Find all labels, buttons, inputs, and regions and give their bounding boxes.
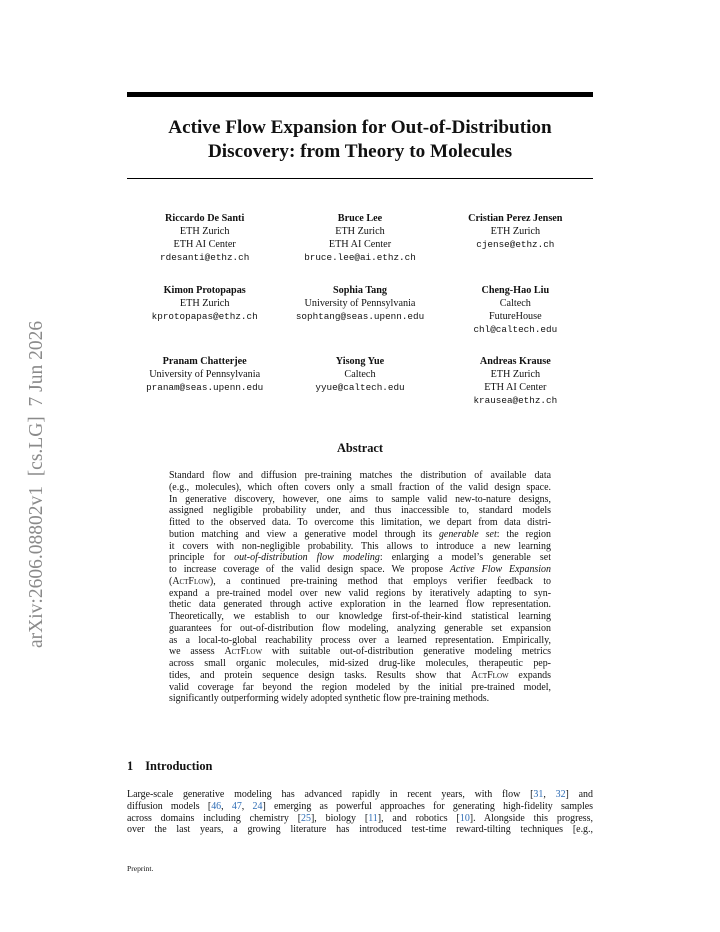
arxiv-identifier: arXiv:2606.08802v1 [cs.LG] 7 Jun 2026 [26, 320, 47, 648]
abstract-line: In generative discovery, however, one aims to sample valid new-to-nature designs, [169, 493, 551, 505]
author-affiliation: ETH AI Center [484, 382, 547, 393]
author-affiliation: ETH Zurich [179, 298, 230, 309]
author-email: pranam@seas.upenn.edu [146, 382, 264, 393]
abstract-line: significantly outperforming widely adopted synthetic flow pre-training methods. [169, 693, 490, 705]
arxiv-side-stamp [22, 270, 48, 650]
author-name: Sophia Tang [332, 285, 388, 296]
introduction-line: Large-scale generative modeling has advanced rapidly in recent years, with flow [31, 32] and [127, 789, 593, 800]
author-name: Yisong Yue [335, 356, 385, 367]
abstract-line: Standard flow and diffusion pre-training matches the distribution of available data [169, 470, 551, 481]
author-affiliation: ETH Zurich [490, 226, 541, 237]
abstract-body [169, 470, 551, 705]
abstract-line: across small organic molecules, mid-sized drug-like molecules, therapeutic pep- [169, 658, 551, 669]
preprint-footer: Preprint. [127, 864, 154, 873]
section-number: 1 [127, 759, 134, 773]
author-block [282, 355, 437, 407]
abstract-line: fitted to the observed data. To overcome this limitation, we depart from data distri- [169, 517, 551, 528]
title-line: Active Flow Expansion for Out-of-Distribution [168, 117, 552, 138]
author-email: rdesanti@ethz.ch [160, 252, 250, 263]
author-affiliation: Caltech [344, 369, 376, 380]
introduction-line: across domains including chemistry [25], biology [11], and robotics [10]. Alongside this progress, [127, 812, 594, 824]
author-block [438, 284, 593, 336]
author-block [282, 284, 437, 336]
author-affiliation: ETH Zurich [335, 226, 385, 237]
author-affiliation: University of Pennsylvania [304, 298, 416, 309]
author-block [282, 212, 437, 264]
abstract-line: principle for out-of-distribution flow modeling: enlarging a model’s generable set [169, 552, 551, 564]
abstract-line: (e.g., molecules), which often covers only a small fraction of the valid design space. [169, 481, 551, 493]
author-name: Riccardo De Santi [165, 213, 245, 224]
author-row [127, 212, 593, 264]
abstract-line: Theoretically, we establish to our knowledge first-of-their-kind statistical learning [169, 611, 551, 622]
abstract-line: bution matching and view a generative model through its generable set: the region [169, 528, 551, 540]
abstract-line: we assess ActFlow with suitable out-of-distribution generative modeling metrics [169, 646, 551, 658]
author-name: Bruce Lee [337, 213, 383, 224]
title-top-rule [127, 92, 593, 97]
abstract-line: (ActFlow), a continued pre-training method that employs verifier feedback to [169, 575, 551, 587]
abstract-line: to increase coverage of the valid design space. We propose Active Flow Expansion [169, 564, 551, 575]
introduction-line: diffusion models [46, 47, 24] emerging as powerful approaches for generating high-fidelity samples [127, 800, 594, 812]
introduction-body [127, 789, 593, 836]
author-block [127, 355, 282, 407]
author-row [127, 284, 593, 336]
author-block [438, 355, 593, 407]
author-name: Cristian Perez Jensen [468, 213, 563, 224]
abstract-line: thetic data generated through active exploration in the learned flow representation. [169, 599, 551, 611]
abstract-line: assigned negligible probability under, and thus inaccessible to, standard models [169, 505, 551, 517]
introduction-line: over the last years, a growing literature has introduced test-time reward-tilting techniques [e.g., [127, 824, 593, 836]
abstract-line: tides, and protein sequence design tasks. Results show that ActFlow expands [169, 669, 551, 681]
author-block [127, 212, 282, 264]
author-row [127, 355, 593, 407]
abstract-line: as a local-to-global reachability process over a learned representation. Empirically, [169, 634, 551, 646]
author-email: bruce.lee@ai.ethz.ch [304, 252, 416, 263]
author-affiliation: University of Pennsylvania [149, 369, 261, 380]
abstract-heading: Abstract [336, 441, 384, 455]
abstract-line: expand a pre-trained model over new valid regions by iteratively adapting to syn- [169, 587, 551, 599]
author-affiliation: ETH Zurich [490, 369, 541, 380]
author-name: Kimon Protopapas [163, 285, 246, 296]
section-title: Introduction [145, 759, 213, 773]
author-affiliation: FutureHouse [489, 311, 542, 322]
abstract-line: it covers with non-negligible probability. This allows to introduce a new learning [169, 540, 551, 552]
author-block [127, 284, 282, 336]
author-email: sophtang@seas.upenn.edu [295, 311, 425, 322]
abstract-line: valid coverage far beyond the region modeled by the initial pre-trained model, [169, 681, 551, 693]
paper-title [127, 116, 593, 164]
author-block [438, 212, 593, 264]
author-email: kprotopapas@ethz.ch [151, 311, 258, 322]
title-line: Discovery: from Theory to Molecules [207, 141, 513, 162]
author-email: krausea@ethz.ch [473, 395, 558, 406]
author-affiliation: Caltech [499, 298, 531, 309]
abstract-line: guarantees for out-of-distribution flow modeling, analyzing generable set expansion [169, 622, 551, 634]
author-affiliation: ETH AI Center [328, 239, 392, 250]
author-name: Pranam Chatterjee [162, 356, 247, 367]
section-heading [127, 759, 212, 774]
author-name: Cheng-Hao Liu [481, 285, 550, 296]
author-affiliation: ETH Zurich [179, 226, 230, 237]
author-email: cjense@ethz.ch [476, 239, 555, 250]
title-bottom-rule [127, 178, 593, 179]
author-name: Andreas Krause [479, 356, 551, 367]
author-email: chl@caltech.edu [473, 324, 558, 335]
author-affiliation: ETH AI Center [173, 239, 236, 250]
author-email: yyue@caltech.edu [315, 382, 405, 393]
